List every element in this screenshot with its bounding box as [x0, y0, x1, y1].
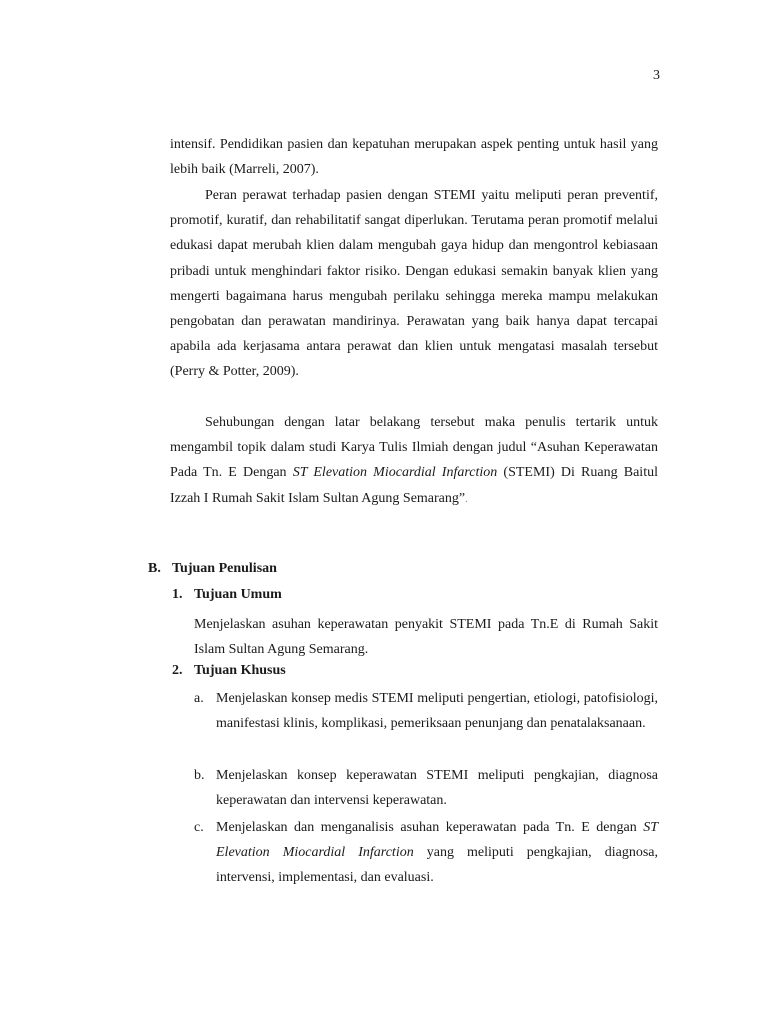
list-item-marker: a. [194, 691, 204, 706]
stemi-term-italic: ST Elevation Miocardial Infarction [216, 820, 658, 861]
subheading-marker: 2. [172, 663, 183, 678]
list-item [194, 686, 658, 736]
list-item-text [216, 815, 658, 891]
trailing-mark: . [465, 493, 468, 505]
paragraph-title-motivation-part2: (STEMI) Di Ruang Baitul Izzah I Rumah Sakit Islam Sultan Agung Semarang” [170, 465, 658, 506]
list-item-text: Menjelaskan konsep keperawatan STEMI meliputi pengkajian, diagnosa keperawatan dan intervensi keperawatan. [216, 768, 658, 809]
paragraph-title-motivation [170, 410, 658, 512]
subheading-marker: 1. [172, 587, 183, 602]
page-number: 3 [653, 68, 660, 83]
section-marker: B. [148, 561, 161, 576]
subheading-title: Tujuan Khusus [194, 663, 286, 678]
section-title: Tujuan Penulisan [172, 561, 277, 576]
stemi-term-italic: ST Elevation Miocardial Infarction [292, 465, 498, 481]
list-item-marker: c. [194, 820, 204, 835]
list-item [194, 815, 658, 891]
paragraph-intro-continuation: intensif. Pendidikan pasien dan kepatuhan merupakan aspek penting untuk hasil yang lebih baik (Marreli, 2007). [170, 137, 658, 178]
paragraph-nurse-role: Peran perawat terhadap pasien dengan STEMI yaitu meliputi peran preventif, promotif, kuratif, dan rehabilitatif sangat diperlukan. Terutama peran promotif melalui edukasi dapat merubah klien dalam mengubah gaya hidup dan mengontrol kebiasaan pribadi untuk menghindari faktor risiko. Dengan edukasi semakin banyak klien yang mengerti bagaimana harus mengubah perilaku sehingga mereka mampu melakukan pengobatan dan perawatan mandirinya. Perawatan yang baik hanya dapat tercapai apabila ada kerjasama antara perawat dan klien untuk mengatasi masalah tersebut (Perry & Potter, 2009). [170, 188, 658, 380]
subheading-tujuan-umum [172, 587, 282, 603]
list-item-marker: b. [194, 768, 205, 783]
section-heading-tujuan-penulisan [148, 561, 277, 577]
list-item [194, 763, 658, 813]
list-item-text: Menjelaskan konsep medis STEMI meliputi pengertian, etiologi, patofisiologi, manifestasi klinis, komplikasi, pemeriksaan penunjang dan penatalaksanaan. [216, 691, 658, 732]
paragraph-title-motivation-part1: Sehubungan dengan latar belakang tersebut maka penulis tertarik untuk mengambil topik dalam studi Karya Tulis Ilmiah dengan judul “Asuhan Keperawatan Pada Tn. E Dengan [170, 415, 658, 481]
subheading-tujuan-khusus [172, 663, 286, 679]
subheading-title: Tujuan Umum [194, 587, 282, 602]
list-item-text-part2: yang meliputi pengkajian, diagnosa, intervensi, implementasi, dan evaluasi. [216, 845, 658, 886]
list-item-text-part1: Menjelaskan dan menganalisis asuhan keperawatan pada Tn. E dengan [216, 820, 644, 835]
tujuan-umum-text: Menjelaskan asuhan keperawatan penyakit STEMI pada Tn.E di Rumah Sakit Islam Sultan Agung Semarang. [194, 617, 658, 658]
